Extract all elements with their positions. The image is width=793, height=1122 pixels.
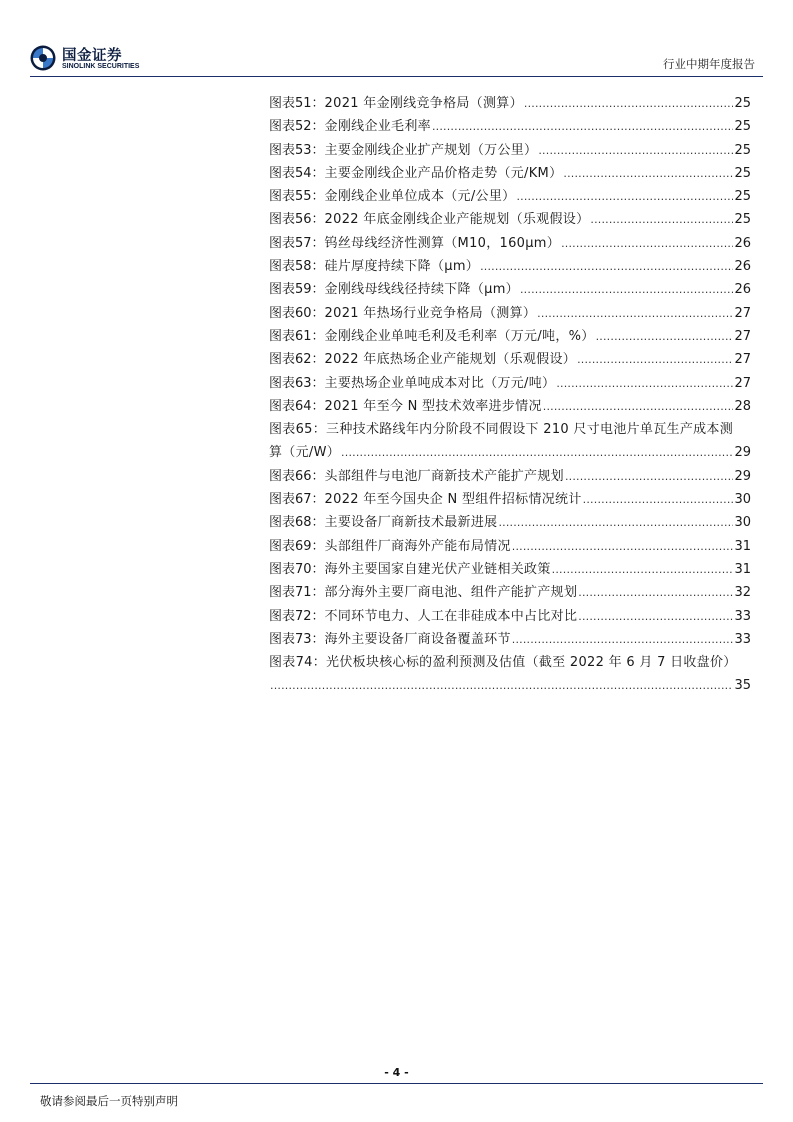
toc-entry-label: 图表56： (269, 212, 325, 228)
toc-entry-page: 31 (734, 561, 751, 577)
toc-leader-dots (556, 372, 733, 395)
toc-entry-page: 33 (734, 608, 751, 624)
toc-entry-page: 28 (734, 398, 751, 414)
toc-leader-dots (512, 628, 734, 651)
sinolink-logo-icon (30, 45, 56, 71)
toc-entry-label: 图表69： (269, 538, 325, 554)
toc-entry[interactable] (269, 558, 751, 581)
toc-leader-dots (596, 325, 734, 348)
toc-entry-title: 主要金刚线企业产品价格走势（元/KM） (324, 165, 563, 181)
toc-leader-dots (578, 581, 733, 604)
toc-entry-title: 光伏板块核心标的盈利预测及估值（截至 2022 年 6 月 7 日收盘价） (326, 655, 737, 671)
toc-entry[interactable] (269, 605, 751, 628)
toc-entry-label: 图表57： (269, 235, 325, 251)
toc-entry-page: 26 (734, 235, 751, 251)
toc-entry-page: 25 (734, 96, 751, 111)
toc-entry-title: 主要热场企业单吨成本对比（万元/吨） (324, 375, 556, 391)
toc-leader-dots (561, 232, 733, 255)
toc-entry-title: 头部组件厂商海外产能布局情况 (324, 538, 511, 554)
toc-entry-page: 25 (734, 165, 751, 181)
toc-entry-title: 头部组件与电池厂商新技术产能扩产规划 (324, 468, 564, 484)
toc-entry[interactable] (269, 208, 751, 231)
toc-entry-label: 图表67： (269, 492, 325, 508)
toc-entry-label: 图表58： (269, 259, 325, 275)
toc-entry-title: 硅片厚度持续下降（μm） (324, 259, 480, 275)
toc-entry-title: 2022 年底热场企业产能规划（乐观假设） (324, 352, 577, 368)
toc-entry-page: 27 (734, 328, 751, 344)
toc-entry-title: 金刚线母线线径持续下降（μm） (324, 282, 519, 298)
toc-entry[interactable] (269, 465, 751, 488)
toc-entry-title: 金刚线企业毛利率 (324, 119, 431, 135)
toc-entry-label: 图表74： (269, 655, 327, 671)
toc-entry[interactable] (269, 302, 751, 325)
toc-entry[interactable] (269, 372, 751, 395)
toc-leader-dots (563, 162, 733, 185)
toc-leader-dots (590, 208, 733, 231)
toc-entry-title: 2022 年底金刚线企业产能规划（乐观假设） (324, 212, 590, 228)
toc-entry[interactable] (269, 348, 751, 371)
toc-entry-title: 三种技术路线年内分阶段不同假设下 210 尺寸电池片单瓦生产成本测 (326, 422, 734, 438)
logo-english-name: SINOLINK SECURITIES (62, 63, 140, 70)
toc-entry-label: 图表73： (269, 631, 325, 647)
toc-entry-title: 主要金刚线企业扩产规划（万公里） (324, 142, 538, 158)
toc-entry-label: 图表52： (269, 119, 325, 135)
toc-entry-title: 金刚线企业单位成本（元/公里） (324, 189, 516, 205)
toc-entry-title: 钨丝母线经济性测算（M10，160μm） (324, 235, 561, 251)
toc-entry[interactable] (269, 255, 751, 278)
toc-entry-title: 不同环节电力、人工在非硅成本中占比对比 (324, 608, 578, 624)
toc-entry[interactable] (269, 278, 751, 301)
page-header (0, 0, 793, 80)
toc-leader-dots (537, 302, 733, 325)
toc-entry-page: 27 (734, 352, 751, 368)
toc-leader-dots (578, 605, 733, 628)
toc-entry-label: 图表60： (269, 305, 325, 321)
toc-entry-page: 25 (734, 212, 751, 228)
toc-leader-dots (341, 441, 733, 464)
toc-entry-page: 35 (734, 678, 751, 694)
header-divider (30, 76, 763, 77)
toc-entry[interactable] (269, 232, 751, 255)
toc-entry-title-continued: 算（元/W） (269, 445, 341, 461)
toc-entry-page: 25 (734, 189, 751, 205)
toc-entry-label: 图表70： (269, 561, 325, 577)
toc-entry-label: 图表55： (269, 189, 325, 205)
toc-entry-label: 图表72： (269, 608, 325, 624)
toc-entry-label: 图表61： (269, 328, 325, 344)
toc-entry-label: 图表68： (269, 515, 325, 531)
toc-entry-label: 图表59： (269, 282, 325, 298)
toc-entry-label: 图表53： (269, 142, 325, 158)
toc-leader-dots (577, 348, 733, 371)
report-type: 行业中期年度报告 (663, 57, 755, 71)
toc-entry[interactable] (269, 139, 751, 162)
toc-entry-page: 29 (734, 468, 751, 484)
toc-leader-dots (480, 255, 733, 278)
toc-entry[interactable] (269, 535, 751, 558)
toc-leader-dots (552, 558, 734, 581)
toc-entry[interactable] (269, 162, 751, 185)
page-number: - 4 - (384, 1066, 409, 1079)
toc-entry-label: 图表63： (269, 375, 325, 391)
toc-entry-label: 图表64： (269, 398, 325, 414)
footer-disclaimer: 敬请参阅最后一页特别声明 (40, 1094, 178, 1108)
toc-entry[interactable] (269, 395, 751, 418)
logo-chinese-name: 国金证券 (62, 48, 122, 64)
toc-entry-title: 海外主要设备厂商设备覆盖环节 (324, 631, 511, 647)
toc-leader-dots (538, 139, 733, 162)
toc-leader-dots (520, 278, 733, 301)
toc-entry-title: 2021 年至今 N 型技术效率进步情况 (324, 398, 542, 414)
toc-entry-page: 25 (734, 119, 751, 135)
toc-entry[interactable] (269, 581, 751, 604)
toc-entry[interactable] (269, 115, 751, 138)
toc-entry-label: 图表62： (269, 352, 325, 368)
toc-entry-page: 31 (734, 538, 751, 554)
toc-leader-dots (524, 92, 734, 115)
toc-entry[interactable] (269, 92, 751, 115)
toc-entry[interactable] (269, 628, 751, 651)
toc-entry-label: 图表66： (269, 468, 325, 484)
toc-leader-dots (543, 395, 734, 418)
toc-entry-page: 29 (734, 445, 751, 461)
toc-entry-page: 27 (734, 375, 751, 391)
toc-entry-label: 图表51： (269, 96, 325, 111)
toc-entry-title: 主要设备厂商新技术最新进展 (324, 515, 498, 531)
toc-entry[interactable] (269, 185, 751, 208)
toc-leader-dots (498, 511, 733, 534)
toc-entry-page: 26 (734, 282, 751, 298)
toc-leader-dots (565, 465, 734, 488)
toc-leader-dots (270, 674, 733, 697)
toc-entry-page: 25 (734, 142, 751, 158)
toc-entry-title: 2022 年至今国央企 N 型组件招标情况统计 (324, 492, 582, 508)
toc-leader-dots (516, 185, 733, 208)
toc-entry[interactable] (269, 325, 751, 348)
toc-entry-label: 图表71： (269, 585, 325, 601)
toc-entry-page: 30 (734, 515, 751, 531)
table-of-figures (269, 92, 751, 698)
toc-entry-title: 部分海外主要厂商电池、组件产能扩产规划 (324, 585, 578, 601)
toc-entry-page: 32 (734, 585, 751, 601)
toc-entry-page: 27 (734, 305, 751, 321)
toc-entry-title: 金刚线企业单吨毛利及毛利率（万元/吨，%） (324, 328, 595, 344)
toc-entry[interactable] (269, 488, 751, 511)
toc-entry-title: 2021 年热场行业竞争格局（测算） (324, 305, 537, 321)
toc-entry-page: 30 (734, 492, 751, 508)
toc-entry[interactable] (269, 511, 751, 534)
toc-leader-dots (512, 535, 734, 558)
toc-entry-page: 26 (734, 259, 751, 275)
toc-leader-dots (432, 115, 734, 138)
toc-entry[interactable] (269, 418, 751, 465)
toc-entry-title: 海外主要国家自建光伏产业链相关政策 (324, 561, 551, 577)
company-logo (30, 45, 170, 75)
toc-entry-title: 2021 年金刚线竞争格局（测算） (324, 96, 523, 111)
toc-entry-page: 33 (734, 631, 751, 647)
toc-leader-dots (583, 488, 734, 511)
footer-divider (30, 1083, 763, 1084)
toc-entry[interactable] (269, 651, 751, 698)
toc-entry-label: 图表65： (269, 422, 327, 438)
toc-entry-label: 图表54： (269, 165, 325, 181)
